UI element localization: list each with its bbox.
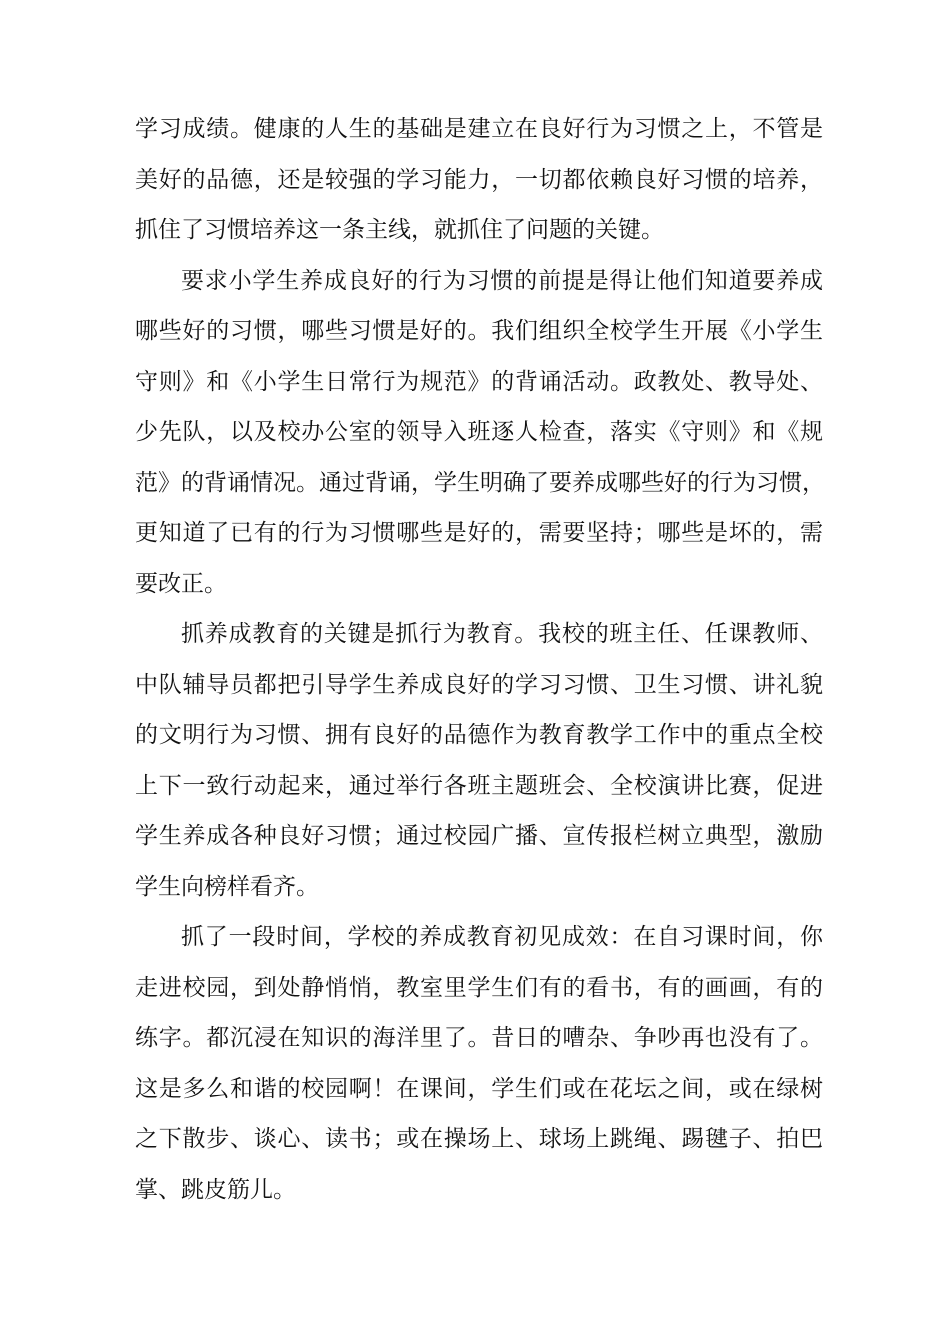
paragraph-1 bbox=[135, 104, 823, 256]
text-line: 学生向榜样看齐。 bbox=[135, 873, 319, 900]
text-line: 上下一致行动起来，通过举行各班主题班会、全校演讲比赛，促进 bbox=[135, 772, 823, 799]
text-line: 走进校园，到处静悄悄，教室里学生们有的看书，有的画画，有的 bbox=[135, 974, 823, 1001]
text-line: 范》的背诵情况。通过背诵，学生明确了要养成哪些好的行为习惯， bbox=[135, 469, 825, 496]
text-line: 守则》和《小学生日常行为规范》的背诵活动。政教处、教导处、 bbox=[135, 368, 823, 395]
text-line: 少先队，以及校办公室的领导入班逐人检查，落实《守则》和《规 bbox=[135, 419, 823, 445]
text-line: 的文明行为习惯、拥有良好的品德作为教育教学工作中的重点全校 bbox=[135, 722, 823, 748]
text-line: 学生养成各种良好习惯；通过校园广播、宣传报栏树立典型，激励 bbox=[135, 823, 823, 849]
text-line: 之下散步、谈心、读书；或在操场上、球场上跳绳、踢毽子、拍巴 bbox=[135, 1126, 823, 1152]
text-line: 抓了一段时间，学校的养成教育初见成效：在自习课时间，你 bbox=[181, 924, 823, 950]
paragraph-4 bbox=[135, 912, 823, 1215]
text-line: 抓养成教育的关键是抓行为教育。我校的班主任、任课教师、 bbox=[181, 621, 823, 647]
paragraph-2 bbox=[135, 256, 823, 610]
text-line: 抓住了习惯培养这一条主线，就抓住了问题的关键。 bbox=[135, 217, 664, 243]
text-line: 中队辅导员都把引导学生养成良好的学习习惯、卫生习惯、讲礼貌 bbox=[135, 671, 823, 698]
text-line: 掌、跳皮筋儿。 bbox=[135, 1176, 296, 1203]
text-line: 学习成绩。健康的人生的基础是建立在良好行为习惯之上，不管是 bbox=[135, 116, 823, 142]
text-line: 美好的品德，还是较强的学习能力，一切都依赖良好习惯的培养， bbox=[135, 166, 823, 193]
body-text bbox=[135, 104, 823, 1215]
text-line: 哪些好的习惯，哪些习惯是好的。我们组织全校学生开展《小学生 bbox=[135, 318, 823, 344]
text-line: 这是多么和谐的校园啊！在课间，学生们或在花坛之间，或在绿树 bbox=[135, 1075, 823, 1102]
text-line: 更知道了已有的行为习惯哪些是好的，需要坚持；哪些是坏的，需 bbox=[135, 520, 823, 546]
text-line: 练字。都沉浸在知识的海洋里了。昔日的嘈杂、争吵再也没有了。 bbox=[135, 1025, 823, 1051]
text-line: 要求小学生养成良好的行为习惯的前提是得让他们知道要养成 bbox=[181, 267, 823, 294]
text-line: 要改正。 bbox=[135, 570, 227, 597]
paragraph-3 bbox=[135, 609, 823, 912]
